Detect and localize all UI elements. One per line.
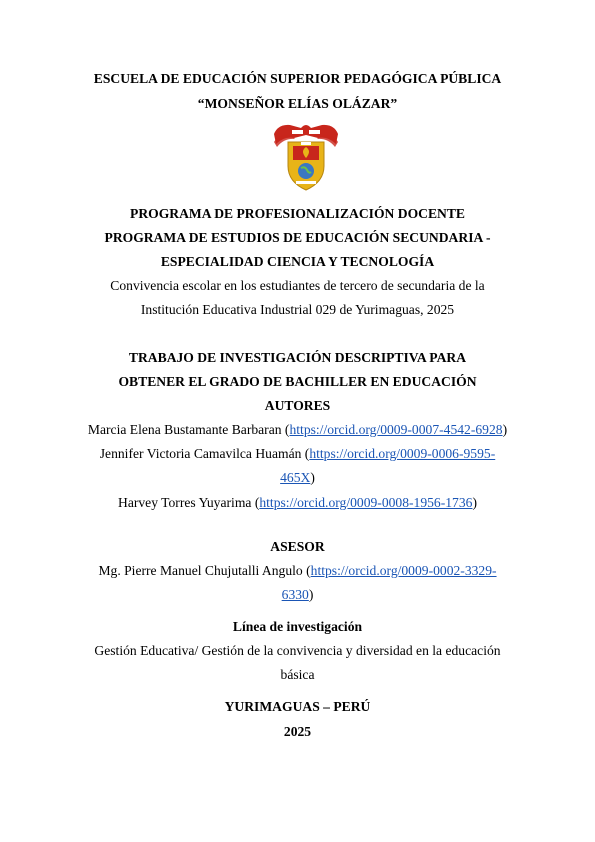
advisor-heading: ASESOR: [270, 539, 325, 554]
program-line1: PROGRAMA DE PROFESIONALIZACIÓN DOCENTE: [130, 206, 465, 221]
authors-heading: AUTORES: [264, 398, 331, 413]
author-2-name: Jennifer Victoria Camavilca Huamán (: [99, 446, 310, 461]
advisor-name: Mg. Pierre Manuel Chujutalli Angulo (: [98, 563, 311, 578]
work-type-line2: OBTENER EL GRADO DE BACHILLER EN EDUCACIÓN: [118, 374, 477, 389]
author-1-orcid-link[interactable]: https://orcid.org/0009-0007-4542-6928: [289, 422, 503, 437]
author-2-cont: [0, 469, 595, 486]
program-line3: ESPECIALIDAD CIENCIA Y TECNOLOGÍA: [160, 254, 435, 269]
research-line-heading: Línea de investigación: [232, 619, 363, 634]
author-3-close-paren: ): [472, 495, 477, 510]
author-1-name: Marcia Elena Bustamante Barbaran (: [87, 422, 290, 437]
research-line-text2: básica: [280, 667, 315, 682]
author-1: [0, 421, 595, 438]
program-line2: PROGRAMA DE ESTUDIOS DE EDUCACIÓN SECUNDARIA -: [104, 230, 491, 245]
author-2-orcid-link-cont[interactable]: 465X: [280, 470, 311, 485]
author-3-orcid-link[interactable]: https://orcid.org/0009-0008-1956-1736: [259, 495, 473, 510]
author-2-orcid-link[interactable]: https://orcid.org/0009-0006-9595-: [309, 446, 496, 461]
school-name-line2: “MONSEÑOR ELÍAS OLÁZAR”: [197, 96, 398, 111]
author-2-close-paren: ): [310, 470, 315, 485]
author-1-close-paren: ): [502, 422, 508, 437]
year: 2025: [283, 724, 312, 739]
school-name-line1: ESCUELA DE EDUCACIÓN SUPERIOR PEDAGÓGICA PÚBLICA: [93, 71, 502, 86]
advisor-orcid-link-cont[interactable]: 6330: [281, 587, 309, 602]
advisor-line: [0, 562, 595, 579]
author-3: [0, 494, 595, 511]
research-line-text1: Gestión Educativa/ Gestión de la convivencia y diversidad en la educación: [94, 643, 501, 658]
author-2: [0, 445, 595, 462]
place: YURIMAGUAS – PERÚ: [224, 699, 371, 714]
institution-seal-logo: [268, 118, 344, 194]
advisor-line-cont: [0, 586, 595, 603]
author-3-name: Harvey Torres Yuyarima (: [118, 495, 260, 510]
work-type-line1: TRABAJO DE INVESTIGACIÓN DESCRIPTIVA PARA: [128, 350, 467, 365]
advisor-close-paren: ): [308, 587, 314, 602]
thesis-title-line1: Convivencia escolar en los estudiantes de tercero de secundaria de la: [110, 278, 485, 293]
advisor-orcid-link[interactable]: https://orcid.org/0009-0002-3329-: [310, 563, 497, 578]
thesis-title-line2: Institución Educativa Industrial 029 de Yurimaguas, 2025: [140, 302, 455, 317]
